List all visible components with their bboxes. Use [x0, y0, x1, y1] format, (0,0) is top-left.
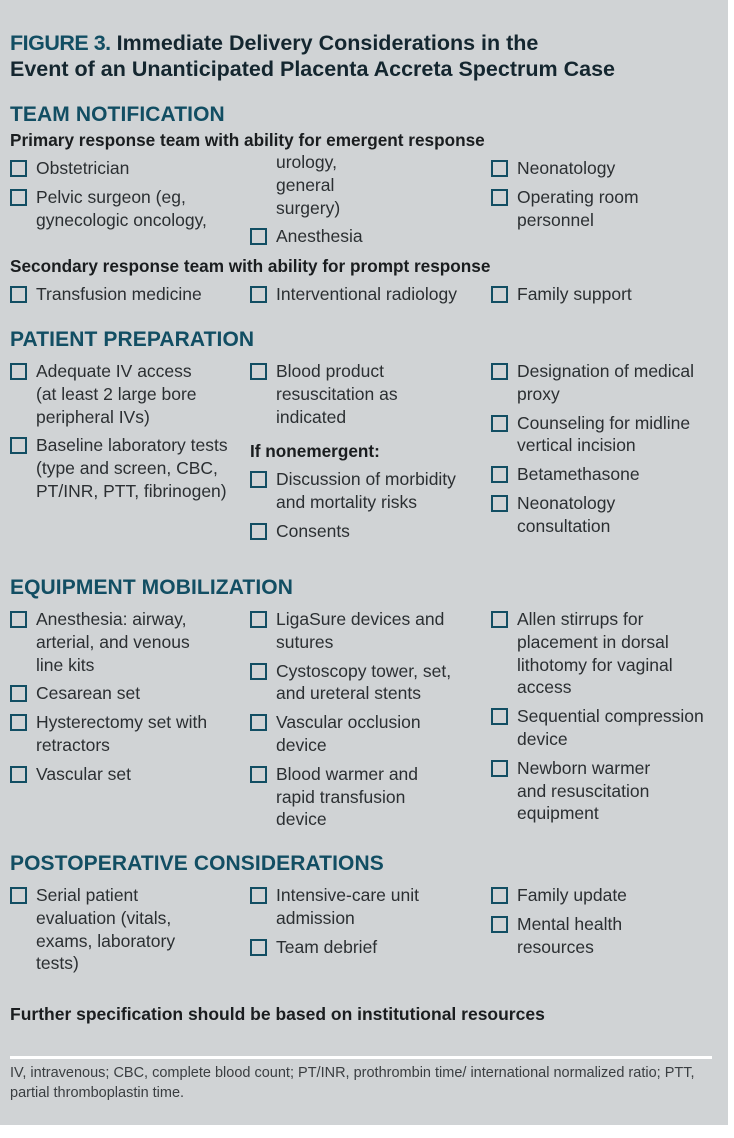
item-label: Serial patient evaluation (vitals, exams, laboratory tests)	[36, 885, 176, 974]
postop-column-1	[10, 884, 242, 981]
item-label: Cystoscopy tower, set, and ureteral stents	[276, 660, 452, 704]
item-label: Designation of medical proxy	[517, 361, 695, 404]
item-label: Interventional radiology	[276, 284, 457, 304]
checklist-item[interactable]	[491, 705, 723, 751]
checkbox-icon[interactable]	[250, 611, 267, 628]
item-label: Hysterectomy set with retractors	[36, 712, 208, 755]
checklist-item[interactable]	[250, 360, 416, 428]
item-label: Vascular set	[36, 763, 131, 784]
checklist-item-continuation	[250, 151, 396, 219]
item-label: Anesthesia	[276, 226, 363, 247]
primary-column-1	[10, 157, 242, 237]
secondary-column-1	[10, 283, 242, 312]
checkbox-icon[interactable]	[250, 523, 267, 540]
postop-column-3	[491, 884, 723, 964]
checklist-item[interactable]	[250, 711, 451, 757]
item-label: LigaSure devices and sutures	[276, 609, 445, 652]
item-label: Vascular occlusion device	[276, 712, 421, 755]
checkbox-icon[interactable]	[10, 611, 27, 628]
patient-prep-column-2	[250, 360, 482, 549]
checklist-item[interactable]	[250, 520, 482, 543]
section-heading-equipment-mobilization: EQUIPMENT MOBILIZATION	[10, 576, 293, 599]
item-label: Transfusion medicine	[36, 284, 202, 304]
checkbox-icon[interactable]	[10, 766, 27, 783]
figure-title-line2: Event of an Unanticipated Placenta Accreta Spectrum Case	[10, 57, 615, 81]
checkbox-icon[interactable]	[491, 415, 508, 432]
checklist-item[interactable]	[491, 157, 723, 180]
patient-prep-column-1	[10, 360, 230, 509]
checklist-item[interactable]	[491, 360, 723, 406]
checklist-item[interactable]	[10, 283, 242, 306]
item-label: Mental health resources	[517, 913, 623, 957]
checklist-item[interactable]	[10, 884, 201, 975]
checkbox-icon[interactable]	[10, 887, 27, 904]
checkbox-icon[interactable]	[10, 160, 27, 177]
item-label: Consents	[276, 520, 350, 541]
checkbox-icon[interactable]	[491, 760, 508, 777]
checklist-item[interactable]	[10, 360, 211, 428]
checkbox-icon[interactable]	[250, 714, 267, 731]
checkbox-icon[interactable]	[491, 363, 508, 380]
item-label: Counseling for midline vertical incision	[517, 412, 691, 456]
checkbox-icon[interactable]	[10, 363, 27, 380]
checklist-item[interactable]	[10, 186, 242, 232]
checkbox-icon[interactable]	[491, 887, 508, 904]
checkbox-icon[interactable]	[10, 437, 27, 454]
checkbox-icon[interactable]	[10, 685, 27, 702]
item-label: Neonatology consultation	[517, 492, 616, 536]
checkbox-icon[interactable]	[10, 714, 27, 731]
patient-prep-column-3	[491, 360, 723, 544]
checklist-item[interactable]	[10, 434, 231, 502]
checklist-item[interactable]	[10, 157, 242, 180]
checklist-item[interactable]	[491, 913, 647, 959]
checkbox-icon[interactable]	[491, 286, 508, 303]
checkbox-icon[interactable]	[491, 916, 508, 933]
secondary-team-heading: Secondary response team with ability for prompt response	[10, 256, 491, 276]
checklist-item[interactable]	[491, 412, 723, 458]
item-label: Discussion of morbidity and mortality risks	[276, 469, 456, 513]
page-margin-bottom	[0, 1125, 734, 1138]
item-label: Adequate IV access (at least 2 large bore peripheral IVs)	[36, 361, 197, 427]
checkbox-icon[interactable]	[491, 466, 508, 483]
checklist-item[interactable]	[491, 492, 667, 538]
figure-title-line1: Immediate Delivery Considerations in the	[116, 31, 539, 55]
item-label: Obstetrician	[36, 158, 130, 178]
checkbox-icon[interactable]	[250, 663, 267, 680]
item-label: Team debrief	[276, 936, 378, 957]
checkbox-icon[interactable]	[250, 939, 267, 956]
primary-column-3	[491, 157, 723, 237]
checklist-item[interactable]	[10, 763, 242, 786]
checklist-item[interactable]	[10, 682, 242, 705]
checkbox-icon[interactable]	[491, 611, 508, 628]
checklist-item[interactable]	[491, 283, 723, 306]
item-label: Baseline laboratory tests (type and screen, CBC, PT/INR, PTT, fibrinogen)	[36, 435, 228, 501]
checkbox-icon[interactable]	[491, 160, 508, 177]
checklist-item[interactable]	[250, 660, 482, 706]
postop-column-2	[250, 884, 482, 964]
checkbox-icon[interactable]	[250, 363, 267, 380]
secondary-column-2	[250, 283, 482, 312]
checkbox-icon[interactable]	[250, 286, 267, 303]
checklist-item[interactable]	[10, 608, 211, 676]
item-label: Operating room personnel	[517, 186, 639, 230]
item-label: Blood warmer and rapid transfusion device	[276, 763, 419, 830]
checklist-item[interactable]	[10, 711, 231, 757]
checklist-item[interactable]	[250, 283, 482, 306]
item-label: Blood product resuscitation as indicated	[276, 361, 398, 427]
checkbox-icon[interactable]	[491, 189, 508, 206]
checklist-item[interactable]	[250, 608, 482, 654]
checklist-item[interactable]	[250, 763, 451, 831]
checklist-item[interactable]	[491, 884, 723, 907]
item-label: Family support	[517, 284, 632, 304]
checklist-item[interactable]	[250, 468, 482, 514]
checkbox-icon[interactable]	[10, 189, 27, 206]
secondary-column-3	[491, 283, 723, 312]
section-heading-postoperative-considerations: POSTOPERATIVE CONSIDERATIONS	[10, 852, 384, 875]
checkbox-icon[interactable]	[250, 228, 267, 245]
checkbox-icon[interactable]	[10, 286, 27, 303]
item-label: Allen stirrups for placement in dorsal lithotomy for vaginal access	[517, 609, 673, 698]
item-label: Pelvic surgeon (eg, gynecologic oncology,	[36, 186, 207, 230]
checklist-item[interactable]	[250, 225, 450, 248]
checkbox-icon[interactable]	[250, 471, 267, 488]
checklist-item[interactable]	[250, 884, 446, 930]
equipment-column-1	[10, 608, 242, 792]
item-label: urology, general surgery)	[276, 152, 341, 218]
checklist-item[interactable]	[491, 463, 723, 486]
checkbox-icon[interactable]	[250, 887, 267, 904]
equipment-column-2	[250, 608, 482, 837]
section-heading-team-notification: TEAM NOTIFICATION	[10, 103, 225, 126]
checklist-item[interactable]	[491, 608, 692, 699]
checklist-item[interactable]	[250, 936, 482, 959]
figure-label: FIGURE 3.	[10, 31, 111, 55]
equipment-column-3	[491, 608, 723, 831]
checkbox-icon[interactable]	[250, 766, 267, 783]
item-label: Neonatology	[517, 158, 616, 178]
divider	[10, 1056, 712, 1059]
primary-column-2	[250, 151, 450, 254]
footnote: IV, intravenous; CBC, complete blood count; PT/INR, prothrombin time/ international normalized ratio; PTT, partial thromboplastin time.	[10, 1065, 695, 1101]
item-label: Cesarean set	[36, 683, 141, 704]
item-label: Sequential compression device	[517, 706, 704, 749]
item-label: Intensive-care unit admission	[276, 885, 419, 928]
item-label: Betamethasone	[517, 464, 640, 485]
closing-note: Further specification should be based on institutional resources	[10, 1004, 545, 1024]
nonemergent-heading: If nonemergent:	[250, 441, 380, 462]
checklist-item[interactable]	[491, 186, 667, 232]
checklist-item[interactable]	[491, 757, 677, 825]
checkbox-icon[interactable]	[491, 708, 508, 725]
page-margin-right	[728, 0, 734, 1138]
figure-title	[10, 30, 720, 82]
item-label: Anesthesia: airway, arterial, and venous line kits	[36, 609, 190, 675]
item-label: Family update	[517, 885, 627, 905]
checkbox-icon[interactable]	[491, 495, 508, 512]
section-heading-patient-preparation: PATIENT PREPARATION	[10, 328, 255, 351]
item-label: Newborn warmer and resuscitation equipment	[517, 757, 651, 824]
primary-team-heading: Primary response team with ability for emergent response	[10, 130, 485, 150]
